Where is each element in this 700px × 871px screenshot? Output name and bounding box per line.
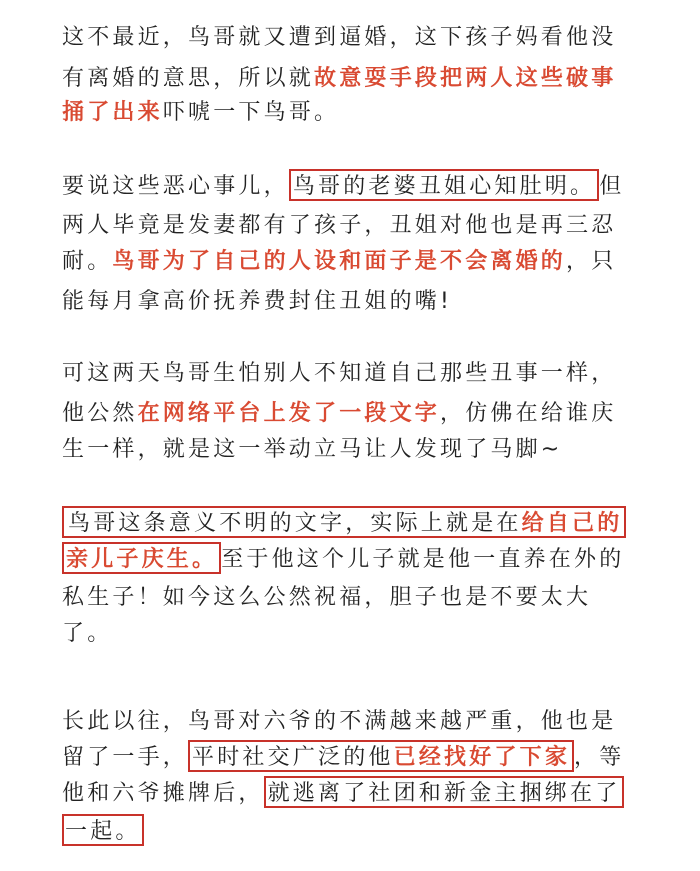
boxed-text bbox=[188, 740, 574, 772]
text: 耐。 bbox=[62, 249, 113, 274]
paragraph-1-line-1 bbox=[62, 22, 616, 54]
text: 要说这些恶心事儿， bbox=[62, 174, 289, 199]
text: 留了一手， bbox=[62, 745, 189, 770]
text: ，只 bbox=[566, 249, 617, 274]
text: 他公然 bbox=[62, 401, 138, 426]
text: 鸟哥这条意义不明的文字，实际上就是在 bbox=[68, 511, 522, 536]
paragraph-5-line-3 bbox=[62, 776, 624, 808]
highlight-text: 给自己的 bbox=[521, 511, 623, 536]
highlight-text: 在网络平台上发了一段文字 bbox=[137, 401, 441, 426]
text: 长此以往，鸟哥对六爷的不满越来越严重，他也是 bbox=[62, 709, 617, 734]
paragraph-4-line-4 bbox=[62, 618, 112, 650]
paragraph-2-line-1 bbox=[62, 169, 624, 201]
boxed-text: 鸟哥的老婆丑姐心知肚明。 bbox=[289, 169, 599, 201]
paragraph-3-line-2 bbox=[62, 398, 616, 430]
text: 了。 bbox=[62, 621, 113, 646]
boxed-text: 亲儿子庆生。 bbox=[62, 542, 221, 574]
text: 至于他这个儿子就是他一直养在外的 bbox=[221, 547, 625, 572]
text: 吓唬一下鸟哥。 bbox=[162, 100, 340, 125]
paragraph-5-line-4 bbox=[62, 814, 144, 846]
text: 但 bbox=[599, 174, 625, 199]
paragraph-5-line-1 bbox=[62, 706, 616, 738]
text: 两人毕竟是发妻都有了孩子，丑姐对他也是再三忍 bbox=[62, 213, 617, 238]
paragraph-2-line-3 bbox=[62, 246, 616, 278]
paragraph-2-line-4 bbox=[62, 286, 452, 318]
paragraph-4-line-2 bbox=[62, 542, 624, 574]
text: ，等 bbox=[574, 745, 625, 770]
text: 能每月拿高价抚养费封住丑姐的嘴! bbox=[62, 289, 453, 314]
boxed-text bbox=[62, 506, 626, 538]
boxed-text: 就逃离了社团和新金主捆绑在了 bbox=[264, 776, 625, 808]
text: 可这两天鸟哥生怕别人不知道自己那些丑事一样， bbox=[62, 361, 617, 386]
highlight-text: 捅了出来 bbox=[62, 100, 163, 125]
paragraph-4-line-3 bbox=[62, 582, 591, 614]
paragraph-3-line-1 bbox=[62, 358, 616, 390]
text: 有离婚的意思，所以就 bbox=[62, 66, 315, 91]
text: 私生子！如今这么公然祝福，胆子也是不要太大 bbox=[62, 585, 592, 610]
paragraph-3-line-3 bbox=[62, 434, 562, 466]
paragraph-1-line-3 bbox=[62, 97, 339, 129]
highlight-text: 鸟哥为了自己的人设和面子是不会离婚的 bbox=[112, 249, 567, 274]
text: 这不最近，鸟哥就又遭到逼婚，这下孩子妈看他没 bbox=[62, 25, 617, 50]
text: 平时社交广泛的他 bbox=[192, 745, 394, 770]
text: 他和六爷摊牌后， bbox=[62, 781, 264, 806]
paragraph-5-line-2 bbox=[62, 740, 624, 772]
highlight-text: 故意耍手段把两人这些破事 bbox=[314, 66, 617, 91]
paragraph-2-line-2 bbox=[62, 210, 616, 242]
highlight-text: 已经找好了下家 bbox=[393, 745, 571, 770]
text: ，仿佛在给谁庆 bbox=[440, 401, 617, 426]
paragraph-4-line-1 bbox=[62, 506, 626, 538]
boxed-text: 一起。 bbox=[62, 814, 144, 846]
text: 生一样，就是这一举动立马让人发现了马脚~ bbox=[62, 437, 563, 462]
paragraph-1-line-2 bbox=[62, 63, 616, 95]
